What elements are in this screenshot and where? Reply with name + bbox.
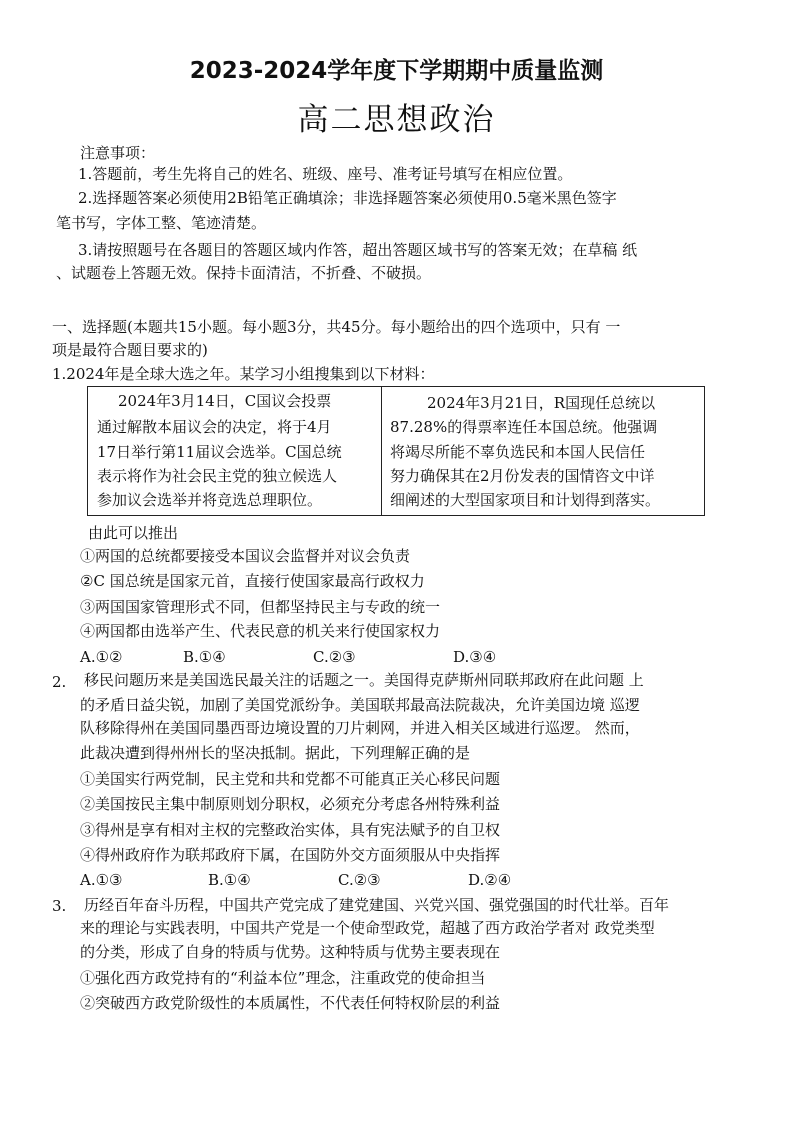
q1-option-c: C.②③ — [313, 648, 356, 666]
q3-stem-line: 来的理论与实践表明，中国共产党是一个使命型政党，超越了西方政治学者对 政党类型 — [80, 919, 655, 937]
q2-statement: ①美国实行两党制，民主党和共和党都不可能真正关心移民问题 — [80, 770, 501, 788]
section-heading: 一、选择题(本题共15小题。每小题3分，共45分。每小题给出的四个选项中，只有 一 — [52, 318, 621, 336]
q2-stem-line: 移民问题历来是美国选民最关注的话题之一。美国得克萨斯州同联邦政府在此问题 上 — [84, 671, 644, 689]
q1-left-material-line: 通过解散本届议会的决定，将于4月 — [97, 418, 332, 436]
q1-stem: 1.2024年是全球大选之年。某学习小组搜集到以下材料： — [52, 365, 435, 383]
q3-number: 3. — [52, 897, 67, 915]
q1-left-material-line: 表示将作为社会民主党的独立候选人 — [97, 467, 338, 485]
notice-item: 1.答题前，考生先将自己的姓名、班级、座号、准考证号填写在相应位置。 — [78, 165, 573, 183]
q3-statement: ②突破西方政党阶级性的本质属性，不代表任何特权阶层的利益 — [80, 994, 501, 1012]
subject-title: 高二思想政治 — [297, 102, 496, 138]
q3-stem-line: 历经百年奋斗历程，中国共产党完成了建党建国、兴党兴国、强党强国的时代壮举。百年 — [84, 896, 670, 914]
q1-right-material-line: 细阐述的大型国家项目和计划得到落实。 — [390, 491, 661, 509]
q1-right-material-line: 努力确保其在2月份发表的国情咨文中详 — [390, 467, 655, 485]
q2-statement: ③得州是享有相对主权的完整政治实体，具有宪法赋予的自卫权 — [80, 821, 501, 839]
q2-stem-line: 此裁决遭到得州州长的坚决抵制。据此，下列理解正确的是 — [80, 744, 471, 762]
q1-statement: ③两国国家管理形式不同，但都坚持民主与专政的统一 — [80, 598, 441, 616]
q1-left-material-line: 17日举行第11届议会选举。C国总统 — [97, 443, 342, 461]
notice-heading: 注意事项： — [80, 144, 156, 162]
notice-item: 3.请按照题号在各题目的答题区域内作答，超出答题区域书写的答案无效；在草稿 纸 — [78, 241, 638, 259]
q1-right-material-line: 87.28%的得票率连任本国总统。他强调 — [390, 418, 658, 436]
q3-statement: ①强化西方政党持有的“利益本位”理念，注重政党的使命担当 — [80, 969, 486, 987]
q3-stem-line: 的分类，形成了自身的特质与优势。这种特质与优势主要表现在 — [80, 943, 501, 961]
q2-option-d: D.②④ — [468, 871, 512, 889]
q2-statement: ②美国按民主集中制原则划分职权，必须充分考虑各州特殊利益 — [80, 795, 501, 813]
q2-option-c: C.②③ — [338, 871, 381, 889]
notice-item: 、试题卷上答题无效。保持卡面清洁，不折叠、不破损。 — [56, 264, 432, 282]
exam-title: 2023-2024学年度下学期期中质量监测 — [189, 58, 604, 84]
q1-statement: ④两国都由选举产生、代表民意的机关来行使国家权力 — [80, 622, 441, 640]
q2-option-b: B.①④ — [208, 871, 251, 889]
q1-statement: ①两国的总统都要接受本国议会监督并对议会负责 — [80, 547, 411, 565]
q1-option-d: D.③④ — [453, 648, 497, 666]
q2-stem-line: 队移除得州在美国同墨西哥边境设置的刀片刺网，并进入相关区域进行巡逻。 然而， — [80, 719, 640, 737]
notice-item: 笔书写，字体工整、笔迹清楚。 — [56, 214, 267, 232]
q1-option-a: A.①② — [80, 648, 123, 666]
q1-option-b: B.①④ — [183, 648, 226, 666]
q1-lead: 由此可以推出 — [88, 524, 179, 542]
q2-statement: ④得州政府作为联邦政府下属，在国防外交方面须服从中央指挥 — [80, 846, 501, 864]
q1-left-material-line: 2024年3月14日，C国议会投票 — [118, 392, 332, 410]
notice-item: 2.选择题答案必须使用2B铅笔正确填涂；非选择题答案必须使用0.5毫米黑色签字 — [78, 189, 617, 207]
q1-right-material-line: 将竭尽所能不辜负选民和本国人民信任 — [390, 443, 646, 461]
q2-option-a: A.①③ — [80, 871, 123, 889]
q2-stem-line: 的矛盾日益尖锐，加剧了美国党派纷争。美国联邦最高法院裁决，允许美国边境 巡逻 — [80, 696, 640, 714]
q1-material-divider — [381, 386, 382, 516]
q1-left-material-line: 参加议会选举并将竞选总理职位。 — [97, 491, 323, 509]
q2-number: 2. — [52, 673, 67, 691]
section-heading-cont: 项是最符合题目要求的) — [52, 341, 208, 359]
q1-statement: ②C 国总统是国家元首，直接行使国家最高行政权力 — [80, 572, 425, 590]
q1-right-material-line: 2024年3月21日，R国现任总统以 — [427, 394, 656, 412]
